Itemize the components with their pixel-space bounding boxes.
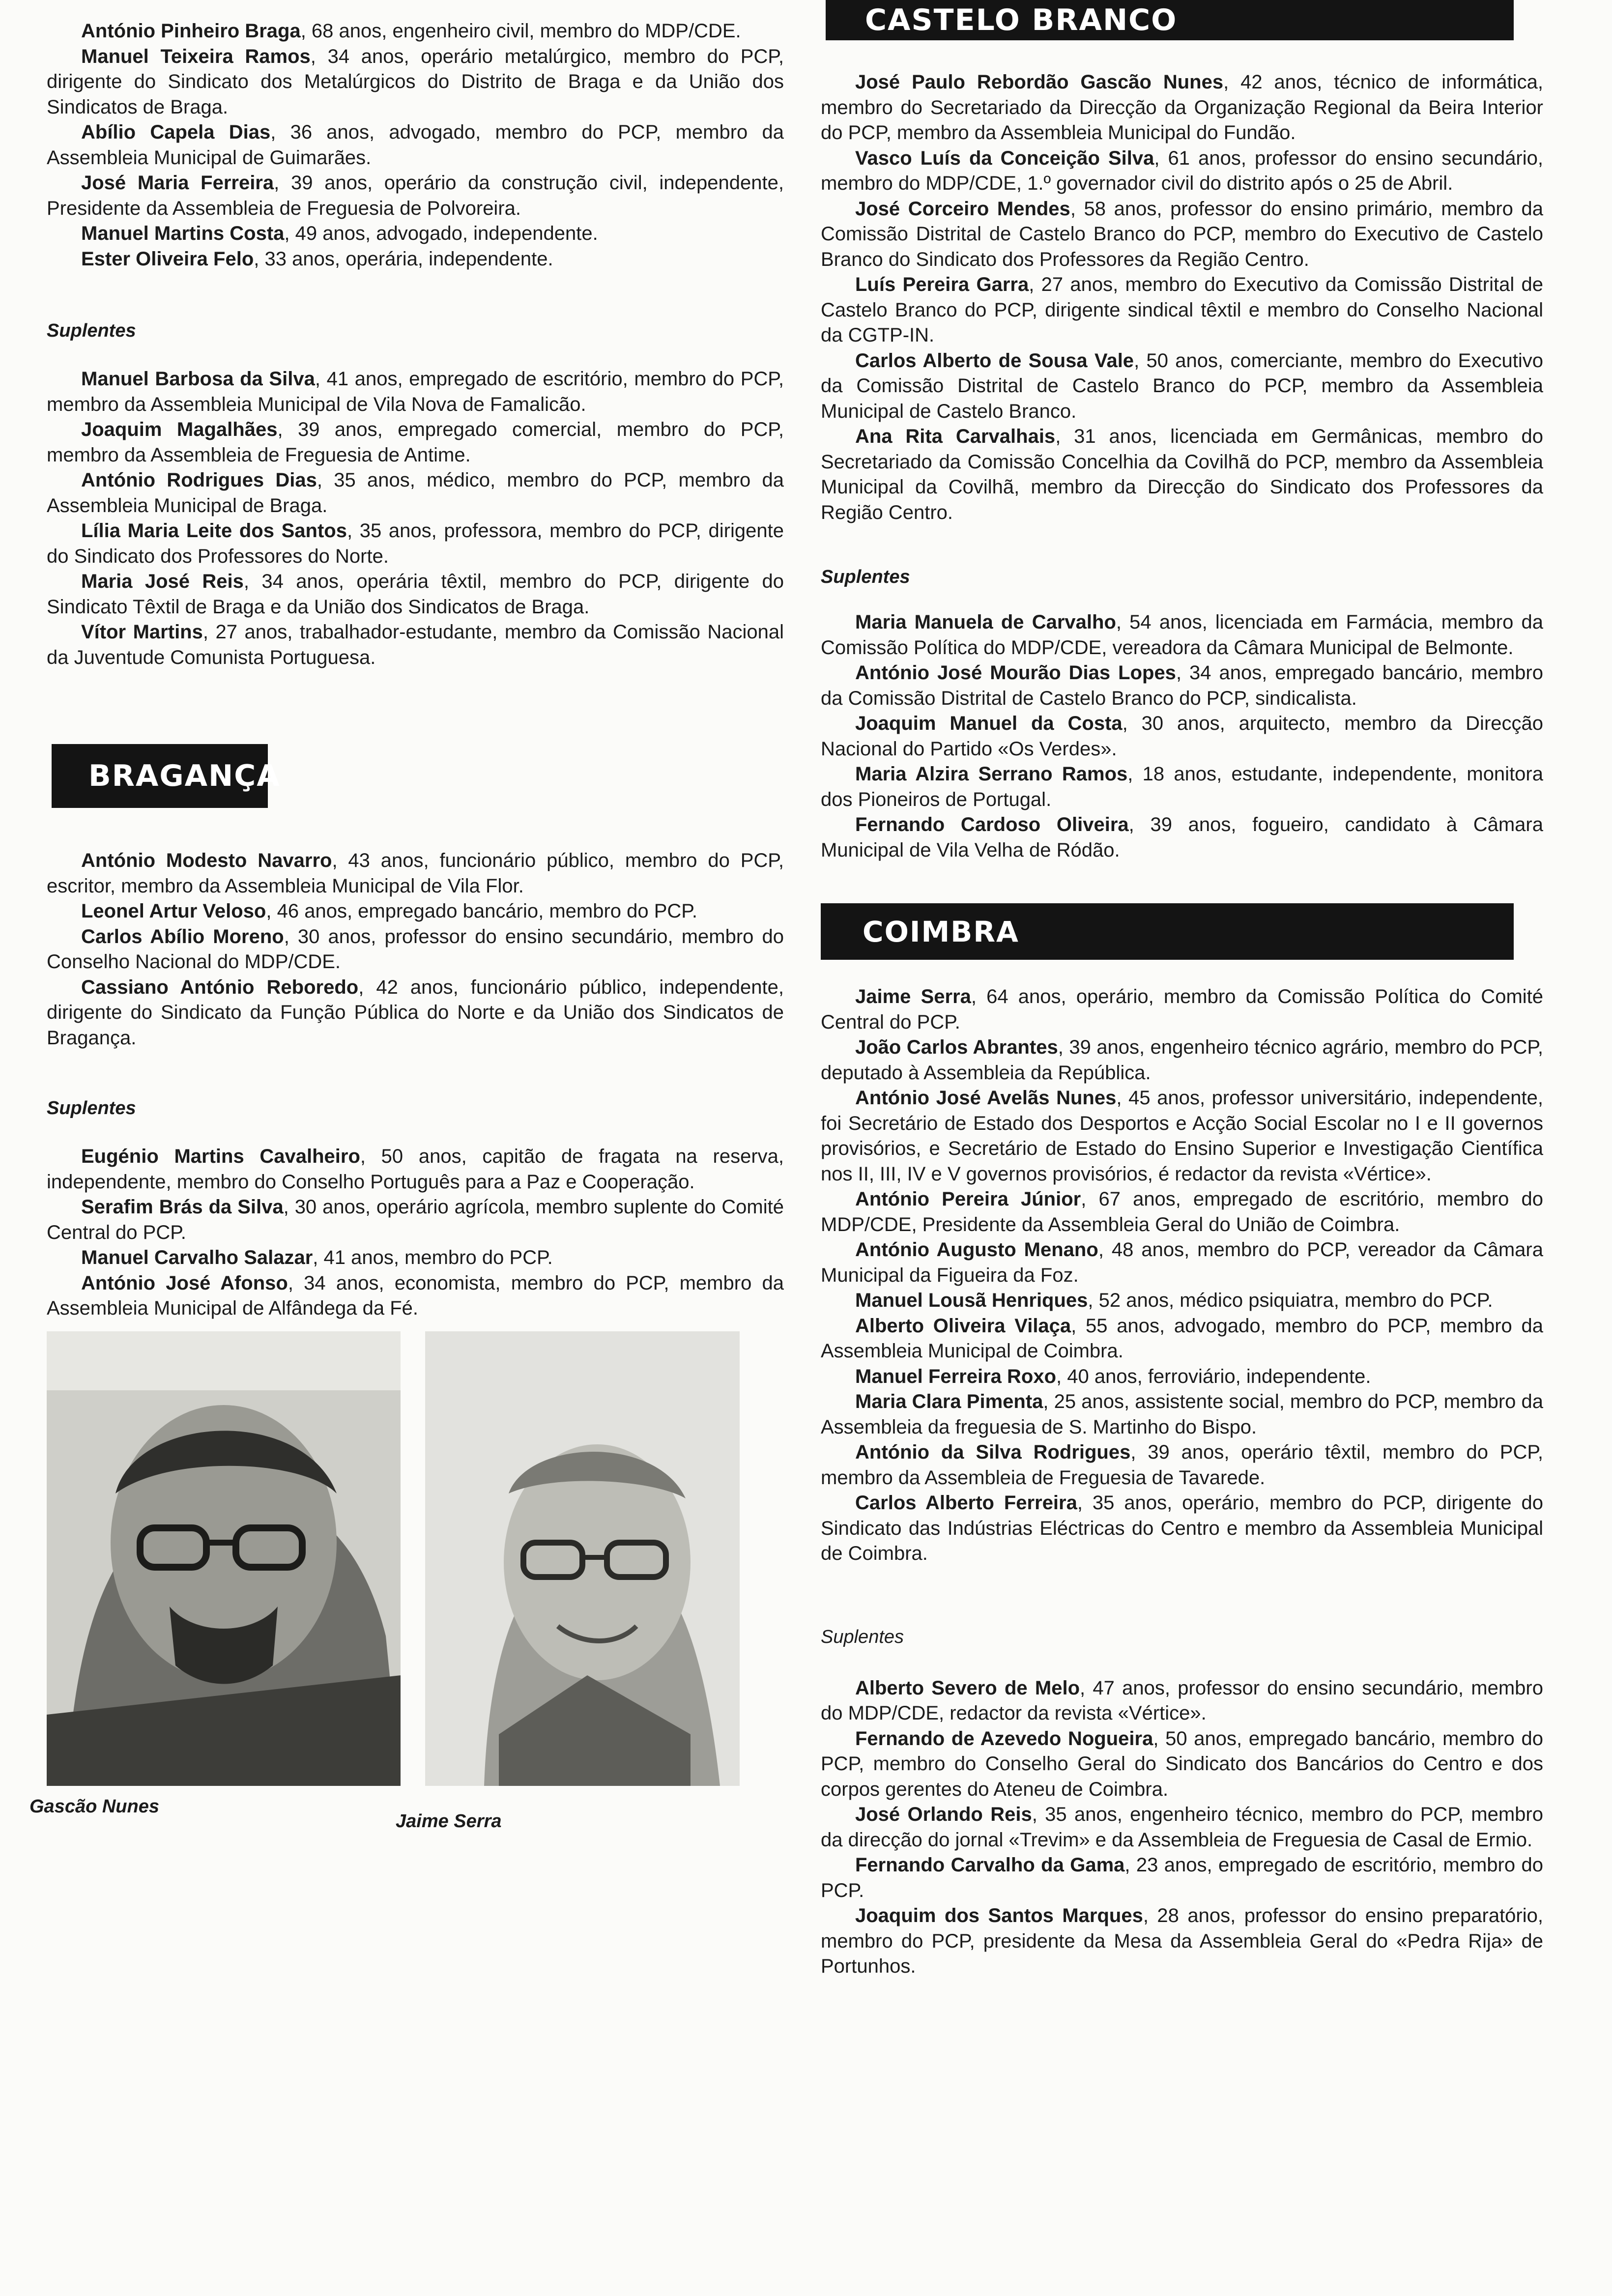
castelo-branco-suplentes-list: [821, 610, 1543, 863]
candidate-entry: Manuel Ferreira Roxo, 40 anos, ferroviário, independente.: [855, 1365, 1371, 1387]
candidate-entry: Manuel Lousã Henriques, 52 anos, médico psiquiatra, membro do PCP.: [855, 1290, 1493, 1311]
candidate-entry: Alberto Severo de Melo, 47 anos, professor do ensino secundário, membro do MDP/CDE, redactor da revista «Vértice».: [821, 1677, 1543, 1724]
candidate-entry: António José Afonso, 34 anos, economista, membro do PCP, membro da Assembleia Municipal de Alfândega da Fé.: [47, 1272, 784, 1319]
candidate-entry: José Orlando Reis, 35 anos, engenheiro técnico, membro do PCP, membro da direcção do jornal «Trevim» e da Assembleia de Freguesia de Casal de Ermio.: [821, 1804, 1543, 1851]
braga-continuation: [47, 19, 784, 670]
candidate-entry: Jaime Serra, 64 anos, operário, membro da Comissão Política do Comité Central do PCP.: [821, 986, 1544, 1033]
suplentes-heading: Suplentes: [821, 1626, 904, 1647]
candidate-entry: Manuel Carvalho Salazar, 41 anos, membro do PCP.: [81, 1247, 553, 1268]
braganca-section: [47, 744, 784, 1321]
candidate-entry: Cassiano António Reboredo, 42 anos, funcionário público, independente, dirigente do Sindicato da Função Pública do Norte e da União dos Sindicatos de Bragança.: [47, 976, 784, 1049]
candidate-entry: Maria Clara Pimenta, 25 anos, assistente social, membro do PCP, membro da Assembleia da freguesia de S. Martinho do Bispo.: [821, 1391, 1543, 1438]
candidate-entry: António Pereira Júnior, 67 anos, empregado de escritório, membro do MDP/CDE, Presidente da Assembleia Geral do União de Coimbra.: [821, 1188, 1543, 1235]
candidate-entry: Ana Rita Carvalhais, 31 anos, licenciada em Germânicas, membro do Secretariado da Comissão Concelhia da Covilhã do PCP, membro da Assembleia Municipal da Covilhã, membro da Direcção do Sindicato dos Professores da Região Centro.: [821, 426, 1544, 523]
left-column: [29, 19, 784, 1845]
candidate-entry: António Modesto Navarro, 43 anos, funcionário público, membro do PCP, escritor, membro da Assembleia Municipal de Vila Flor.: [47, 850, 784, 897]
candidate-entry: António José Avelãs Nunes, 45 anos, professor universitário, independente, foi Secretário de Estado dos Desportos e Acção Social Escolar no I e II governos provisórios, e Secretário de Estado do Ensino Superior e Investigação Científica nos II, III, IV e V governos provisórios, é redactor da revista «Vértice».: [821, 1087, 1544, 1185]
right-column: [821, 0, 1543, 1980]
coimbra-suplentes-list: [821, 1676, 1543, 1980]
castelo-branco-efetivos-list: [821, 70, 1543, 525]
castelo-branco-section: [821, 0, 1543, 863]
braganca-suplentes-list: [47, 1144, 784, 1321]
candidate-entry: José Paulo Rebordão Gascão Nunes, 42 anos, técnico de informática, membro do Secretariado da Direcção da Organização Regional da Beira Interior do PCP, membro da Assembleia Municipal do Fundão.: [821, 71, 1543, 144]
photo-caption-right: Jaime Serra: [396, 1810, 502, 1832]
candidate-entry: Carlos Alberto de Sousa Vale, 50 anos, comerciante, membro do Executivo da Comissão Distrital de Castelo Branco do PCP, membro da Assembleia Municipal de Castelo Branco.: [821, 349, 1543, 422]
candidate-entry: Lília Maria Leite dos Santos, 35 anos, professora, membro do PCP, dirigente do Sindicato dos Professores do Norte.: [47, 520, 784, 567]
candidate-entry: José Corceiro Mendes, 58 anos, professor do ensino primário, membro da Comissão Distrital de Castelo Branco do PCP, membro do Executivo de Castelo Branco do Sindicato dos Professores da Região Centro.: [821, 198, 1543, 270]
photo-gascao-nunes: [47, 1331, 401, 1786]
candidate-entry: Fernando Cardoso Oliveira, 39 anos, fogueiro, candidato à Câmara Municipal de Vila Velha de Ródão.: [821, 814, 1543, 861]
portrait-image: [47, 1331, 401, 1786]
candidate-entry: Carlos Abílio Moreno, 30 anos, professor do ensino secundário, membro do Conselho Nacional do MDP/CDE.: [47, 925, 784, 973]
candidate-entry: Serafim Brás da Silva, 30 anos, operário agrícola, membro suplente do Comité Central do PCP.: [47, 1196, 784, 1243]
candidate-entry: Eugénio Martins Cavalheiro, 50 anos, capitão de fragata na reserva, independente, membro do Conselho Português para a Paz e Cooperação.: [47, 1146, 784, 1193]
candidate-entry: António Rodrigues Dias, 35 anos, médico, membro do PCP, membro da Assembleia Municipal de Braga.: [47, 469, 784, 517]
candidate-entry: António Pinheiro Braga, 68 anos, engenheiro civil, membro do MDP/CDE.: [81, 20, 741, 42]
coimbra-efetivos-list: [821, 984, 1543, 1567]
section-title: BRAGANÇA: [88, 759, 281, 793]
candidate-entry: Vasco Luís da Conceição Silva, 61 anos, professor do ensino secundário, membro do MDP/CDE, 1.º governador civil do distrito após o 25 de Abril.: [821, 147, 1544, 194]
candidate-entry: Alberto Oliveira Vilaça, 55 anos, advogado, membro do PCP, membro da Assembleia Municipal de Coimbra.: [821, 1315, 1543, 1362]
candidate-entry: João Carlos Abrantes, 39 anos, engenheiro técnico agrário, membro do PCP, deputado à Assembleia da República.: [821, 1036, 1543, 1084]
candidate-entry: Abílio Capela Dias, 36 anos, advogado, membro do PCP, membro da Assembleia Municipal de Guimarães.: [47, 121, 784, 169]
braga-efetivos-list: [47, 19, 784, 272]
suplentes-heading: Suplentes: [47, 1098, 136, 1119]
candidate-entry: Joaquim Magalhães, 39 anos, empregado comercial, membro do PCP, membro da Assembleia de Freguesia de Antime.: [47, 419, 784, 466]
candidate-entry: Carlos Alberto Ferreira, 35 anos, operário, membro do PCP, dirigente do Sindicato das Indústrias Eléctricas do Centro e membro da Assembleia Municipal de Coimbra.: [821, 1492, 1544, 1564]
candidate-entry: Ester Oliveira Felo, 33 anos, operária, independente.: [81, 248, 553, 270]
braga-suplentes-list: [47, 367, 784, 670]
suplentes-heading: Suplentes: [821, 567, 910, 587]
candidate-entry: Fernando de Azevedo Nogueira, 50 anos, empregado bancário, membro do PCP, membro do Conselho Geral do Sindicato dos Bancários do Centro e dos corpos gerentes do Ateneu de Coimbra.: [821, 1727, 1543, 1800]
candidate-entry: Luís Pereira Garra, 27 anos, membro do Executivo da Comissão Distrital de Castelo Branco do PCP, dirigente sindical têxtil e membro do Conselho Nacional da CGTP-IN.: [821, 274, 1543, 346]
braganca-banner: [52, 744, 281, 808]
candidate-entry: Maria José Reis, 34 anos, operária têxtil, membro do PCP, dirigente do Sindicato Têxtil de Braga e da União dos Sindicatos de Braga.: [47, 571, 784, 618]
section-title: COIMBRA: [863, 915, 1019, 948]
coimbra-section: [821, 903, 1543, 1980]
candidate-entry: António Augusto Menano, 48 anos, membro do PCP, vereador da Câmara Municipal da Figueira da Foz.: [821, 1239, 1543, 1286]
photo-caption-left: Gascão Nunes: [29, 1796, 159, 1817]
castelo-branco-banner: [826, 0, 1514, 40]
suplentes-heading: Suplentes: [47, 320, 136, 341]
candidate-entry: António José Mourão Dias Lopes, 34 anos, empregado bancário, membro da Comissão Distrital de Castelo Branco do PCP, sindicalista.: [821, 662, 1543, 709]
candidate-entry: Maria Alzira Serrano Ramos, 18 anos, estudante, independente, monitora dos Pioneiros de Portugal.: [821, 763, 1543, 810]
candidate-entry: Manuel Martins Costa, 49 anos, advogado, independente.: [81, 223, 598, 244]
candidate-entry: Vítor Martins, 27 anos, trabalhador-estudante, membro da Comissão Nacional da Juventude Comunista Portuguesa.: [47, 621, 784, 668]
coimbra-banner: [821, 903, 1514, 960]
candidate-entry: Manuel Teixeira Ramos, 34 anos, operário metalúrgico, membro do PCP, dirigente do Sindicato dos Metalúrgicos do Distrito de Braga e da União dos Sindicatos de Braga.: [47, 45, 784, 118]
candidate-entry: Fernando Carvalho da Gama, 23 anos, empregado de escritório, membro do PCP.: [821, 1854, 1543, 1901]
candidate-entry: Joaquim Manuel da Costa, 30 anos, arquitecto, membro da Direcção Nacional do Partido «Os Verdes».: [821, 713, 1544, 760]
candidate-entry: António da Silva Rodrigues, 39 anos, operário têxtil, membro do PCP, membro da Assembleia de Freguesia de Tavarede.: [821, 1441, 1543, 1489]
portrait-image: [425, 1331, 740, 1786]
braganca-efetivos-list: [47, 848, 784, 1051]
photo-strip: [29, 1331, 740, 1845]
photo-jaime-serra: [425, 1331, 740, 1786]
candidate-entry: Leonel Artur Veloso, 46 anos, empregado bancário, membro do PCP.: [81, 900, 697, 922]
candidate-entry: Manuel Barbosa da Silva, 41 anos, empregado de escritório, membro do PCP, membro da Assembleia Municipal de Vila Nova de Famalicão.: [47, 368, 784, 415]
candidate-entry: Maria Manuela de Carvalho, 54 anos, licenciada em Farmácia, membro da Comissão Política do MDP/CDE, vereadora da Câmara Municipal de Belmonte.: [821, 611, 1543, 659]
section-title: CASTELO BRANCO: [865, 3, 1178, 37]
candidate-entry: Joaquim dos Santos Marques, 28 anos, professor do ensino preparatório, membro do PCP, presidente da Mesa da Assembleia Geral do «Pedra Rija» de Portunhos.: [821, 1905, 1543, 1977]
candidate-entry: José Maria Ferreira, 39 anos, operário da construção civil, independente, Presidente da Assembleia de Freguesia de Polvoreira.: [47, 172, 784, 219]
